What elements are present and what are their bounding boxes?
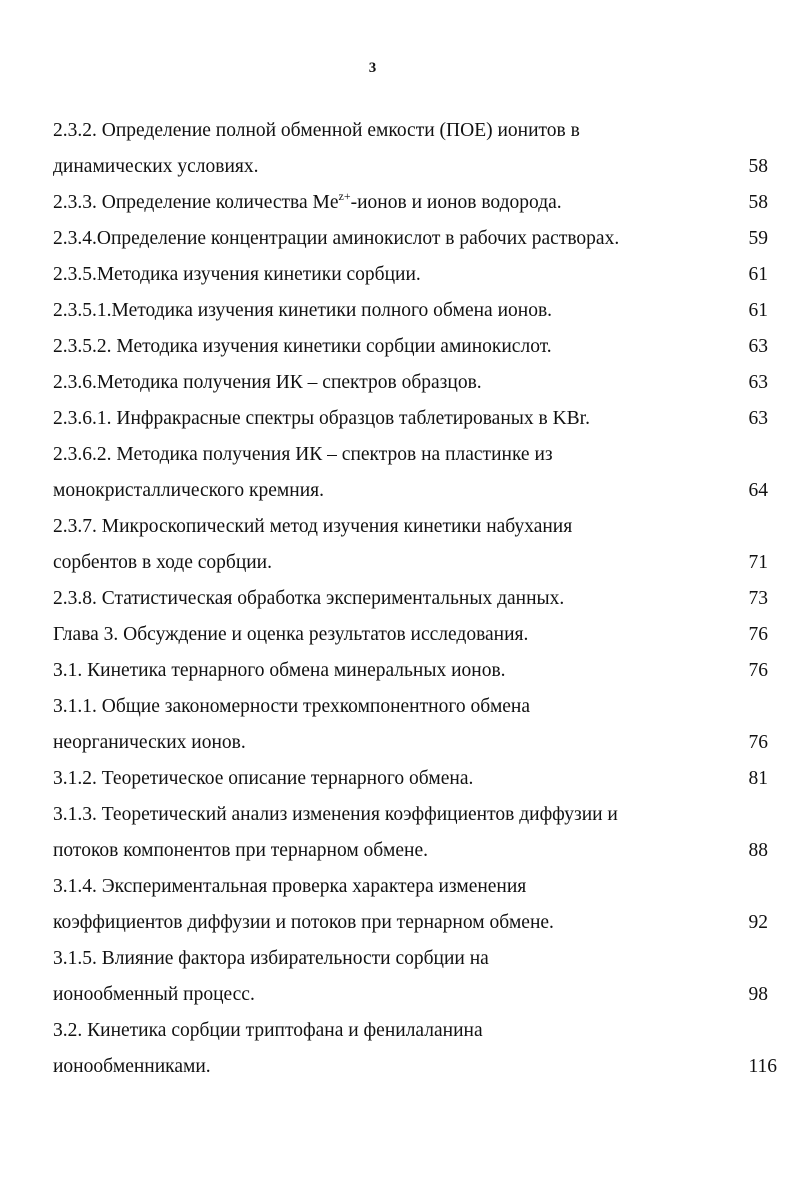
toc-entry-3-1 <box>53 653 777 689</box>
toc-entry-text: 2.3.6.Методика получения ИК – спектров образцов. <box>53 372 482 393</box>
toc-page-number: 81 <box>748 768 768 789</box>
toc-entry-2-3-5-2 <box>53 329 777 365</box>
toc-entry-3-1-1-cont <box>53 725 777 761</box>
toc-entry-3-2-cont <box>53 1049 777 1085</box>
toc-entry-text: 3.1.1. Общие закономерности трехкомпонентного обмена <box>53 696 531 717</box>
toc-page-number: 59 <box>748 228 768 249</box>
toc-entry-3-1-3 <box>53 797 777 833</box>
toc-entry-text: ионообменниками. <box>53 1056 211 1077</box>
toc-entry-2-3-2 <box>53 113 777 149</box>
toc-entry-text-part: -ионов и ионов водорода. <box>350 192 562 213</box>
toc-entry-text: 2.3.7. Микроскопический метод изучения кинетики набухания <box>53 516 573 537</box>
toc-entry-3-1-2 <box>53 761 777 797</box>
toc-entry-text: 2.3.5.1.Методика изучения кинетики полного обмена ионов. <box>53 300 553 321</box>
toc-page-number: 76 <box>748 732 768 753</box>
toc-entry-text: 3.1. Кинетика тернарного обмена минеральных ионов. <box>53 660 506 681</box>
toc-entry-text-part: 2.3.3. Определение количества Me <box>53 192 339 213</box>
toc-page-number: 64 <box>748 480 768 501</box>
toc-entry-text: неорганических ионов. <box>53 732 246 753</box>
toc-entry-2-3-8 <box>53 581 777 617</box>
toc-page-number: 92 <box>748 912 768 933</box>
toc-entry-3-1-4-cont <box>53 905 777 941</box>
toc-entry-text: потоков компонентов при тернарном обмене. <box>53 840 429 861</box>
toc-page-number: 58 <box>748 156 768 177</box>
toc-entry-text: 3.1.2. Теоретическое описание тернарного обмена. <box>53 768 474 789</box>
toc-page-number: 71 <box>748 552 768 573</box>
toc-entry-2-3-3 <box>53 185 777 221</box>
toc-page-number: 116 <box>748 1056 777 1077</box>
toc-entry-3-1-1 <box>53 689 777 725</box>
table-of-contents <box>53 113 777 1085</box>
superscript-charge: z+ <box>338 189 351 203</box>
toc-entry-2-3-6 <box>53 365 777 401</box>
toc-page-number: 61 <box>748 300 768 321</box>
toc-entry-3-1-3-cont <box>53 833 777 869</box>
toc-entry-text: 2.3.8. Статистическая обработка экспериментальных данных. <box>53 588 565 609</box>
toc-page-number: 73 <box>748 588 768 609</box>
toc-entry-text: 3.1.3. Теоретический анализ изменения коэффициентов диффузии и <box>53 804 618 825</box>
toc-entry-3-2 <box>53 1013 777 1049</box>
toc-entry-3-1-4 <box>53 869 777 905</box>
toc-entry-text: 2.3.4.Определение концентрации аминокислот в рабочих растворах. <box>53 228 620 249</box>
toc-entry-chapter-3 <box>53 617 777 653</box>
toc-page-number: 76 <box>748 660 768 681</box>
toc-entry-2-3-5 <box>53 257 777 293</box>
toc-entry-2-3-6-2 <box>53 437 777 473</box>
toc-page-number: 58 <box>748 192 768 213</box>
toc-entry-text: 3.1.4. Экспериментальная проверка характера изменения <box>53 876 527 897</box>
toc-entry-text: динамических условиях. <box>53 156 259 177</box>
toc-page-number: 88 <box>748 840 768 861</box>
toc-entry-text: монокристаллического кремния. <box>53 480 324 501</box>
page-number: 3 <box>368 60 377 76</box>
toc-entry-2-3-6-1 <box>53 401 777 437</box>
toc-entry-text: Глава 3. Обсуждение и оценка результатов исследования. <box>53 624 529 645</box>
toc-entry-text: 2.3.5.Методика изучения кинетики сорбции. <box>53 264 421 285</box>
toc-entry-3-1-5-cont <box>53 977 777 1013</box>
toc-entry-text: 3.1.5. Влияние фактора избирательности сорбции на <box>53 948 489 969</box>
toc-entry-3-1-5 <box>53 941 777 977</box>
toc-page-number: 76 <box>748 624 768 645</box>
toc-entry-text: 2.3.5.2. Методика изучения кинетики сорбции аминокислот. <box>53 336 552 357</box>
toc-page-number: 98 <box>748 984 768 1005</box>
toc-entry-text: 2.3.6.2. Методика получения ИК – спектров на пластинке из <box>53 444 553 465</box>
toc-page-number: 63 <box>748 408 768 429</box>
toc-entry-text: коэффициентов диффузии и потоков при тернарном обмене. <box>53 912 554 933</box>
toc-entry-text: 2.3.6.1. Инфракрасные спектры образцов таблетированых в KBr. <box>53 408 590 429</box>
toc-entry-2-3-7 <box>53 509 777 545</box>
toc-entry-text <box>53 185 562 221</box>
toc-entry-text: 3.2. Кинетика сорбции триптофана и фенилаланина <box>53 1020 483 1041</box>
toc-page-number: 63 <box>748 336 768 357</box>
toc-entry-text: ионообменный процесс. <box>53 984 255 1005</box>
toc-page-number: 61 <box>748 264 768 285</box>
toc-entry-2-3-5-1 <box>53 293 777 329</box>
toc-entry-2-3-4 <box>53 221 777 257</box>
toc-page-number: 63 <box>748 372 768 393</box>
toc-entry-2-3-2-cont <box>53 149 777 185</box>
toc-entry-text: 2.3.2. Определение полной обменной емкости (ПОЕ) ионитов в <box>53 120 580 141</box>
toc-entry-text: сорбентов в ходе сорбции. <box>53 552 272 573</box>
toc-entry-2-3-6-2-cont <box>53 473 777 509</box>
toc-entry-2-3-7-cont <box>53 545 777 581</box>
